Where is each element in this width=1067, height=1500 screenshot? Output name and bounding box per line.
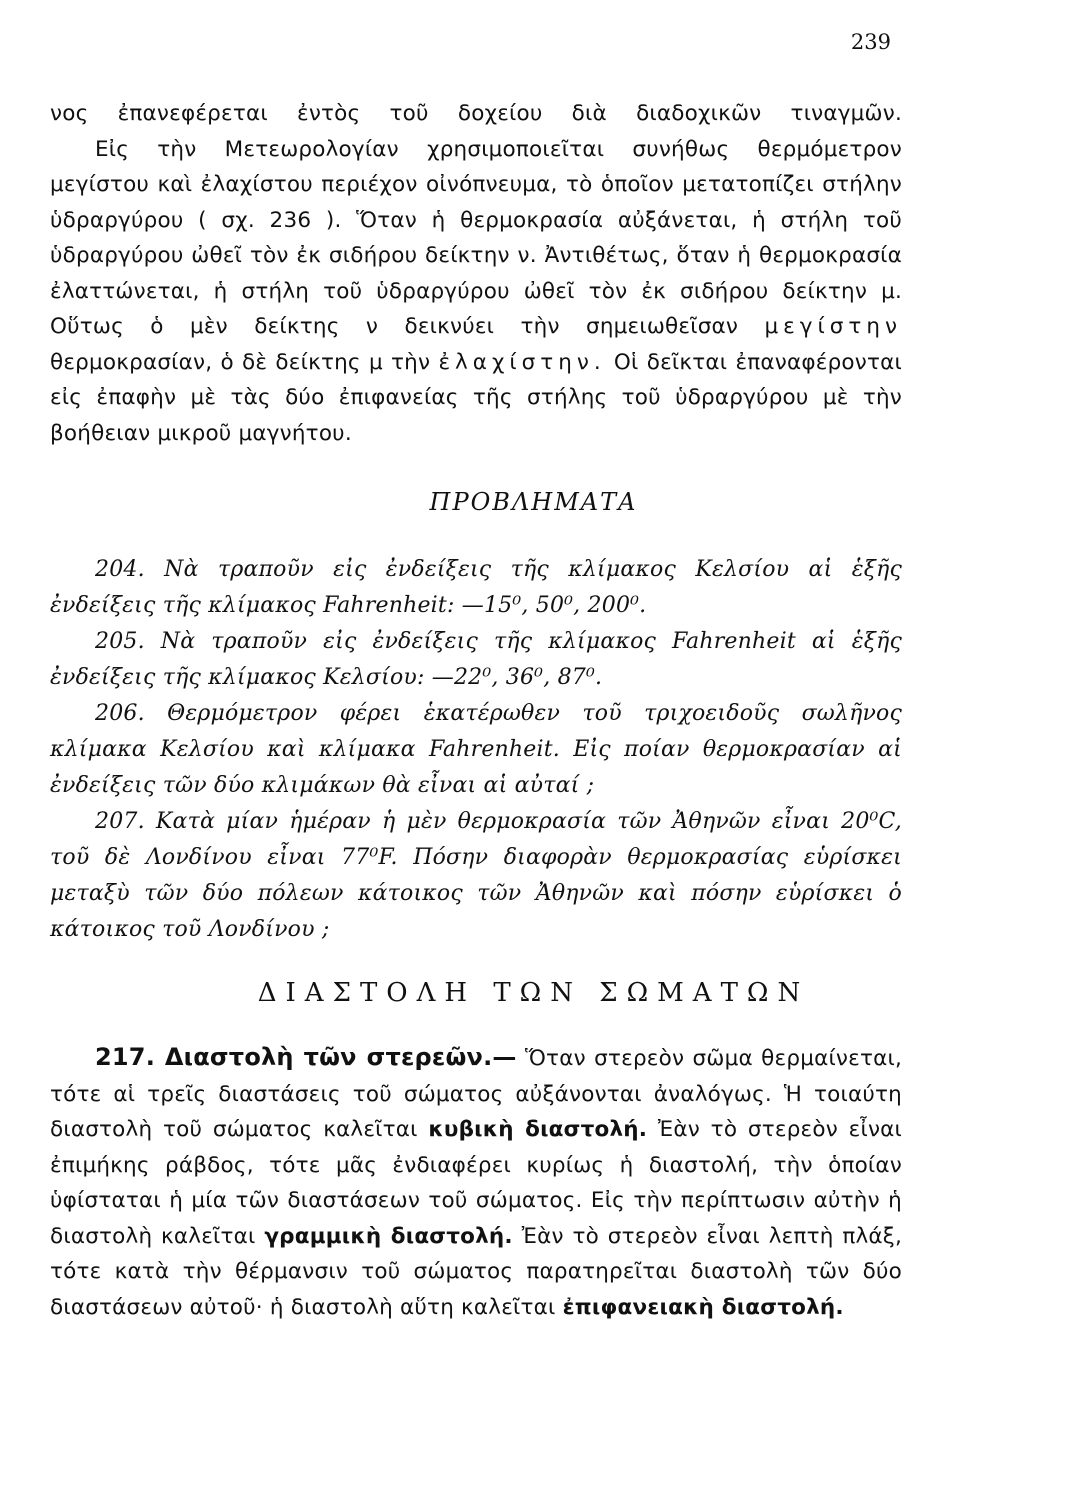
intro-text (50, 96, 902, 451)
section-text-3: Ἐὰν τὸ στερεὸν εἶναι λεπτὴ πλάξ, τότε κατὰ τὴν θέρμανσιν τοῦ σώματος παρατηρεῖται διαστολὴ τῶν δύο διαστάσεων αὐτοῦ· ἡ διαστολὴ αὕτη καλεῖται (50, 1223, 902, 1320)
section-text-1: Ὅταν στερεὸν σῶμα θερμαίνεται, τότε αἱ τρεῖς διαστάσεις τοῦ σώματος αὐξάνονται ἀναλόγως. Ἡ τοιαύτη διαστολὴ τοῦ σώματος καλεῖται (50, 1046, 902, 1142)
problem-206: 206. Θερμόμετρον φέρει ἑκατέρωθεν τοῦ τριχοειδοῦς σωλῆνος κλίμακα Κελσίου καὶ κλίμακα Fahrenheit. Εἰς ποίαν θερμοκρασίαν αἱ ἐνδείξεις τῶν δύο κλιμάκων θὰ εἶναι αἱ αὐταί ; (50, 701, 902, 798)
problem-207: 207. Κατὰ μίαν ἡμέραν ἡ μὲν θερμοκρασία τῶν Ἀθηνῶν εἶναι 20⁰C, τοῦ δὲ Λονδίνου εἶναι 77⁰F. Πόσην διαφορὰν θερμοκρασίας εὑρίσκει μεταξὺ τῶν δύο πόλεων κάτοικος τῶν Ἀθηνῶν καὶ πόσην εὑρίσκει ὁ κάτοικος τοῦ Λονδίνου ; (50, 809, 902, 942)
section-heading: ΔΙΑΣΤΟΛΗ ΤΩΝ ΣΩΜΑΤΩΝ (257, 978, 810, 1008)
problems-heading: ΠΡΟΒΛΗΜΑΤΑ (429, 488, 638, 516)
paragraph-title-217: 217. Διαστολὴ τῶν στερεῶν.— (95, 1043, 517, 1071)
intro-paragraph (50, 132, 902, 452)
problems-list (50, 552, 902, 948)
problem-204: 204. Νὰ τραποῦν εἰς ἐνδείξεις τῆς κλίμακος Κελσίου αἱ ἑξῆς ἐνδείξεις τῆς κλίμακος Fahrenheit: —15⁰, 50⁰, 200⁰. (50, 557, 902, 618)
intro-text-a: Εἰς τὴν Μετεωρολογίαν χρησιμοποιεῖται συνήθως θερμόμετρον μεγίστου καὶ ἐλαχίστου περιέχον οἰνόπνευμα, τὸ ὁποῖον μετατοπίζει στήλην ὑδραργύρου ( σχ. 236 ). Ὅταν ἡ θερμοκρασία αὐξάνεται, ἡ στήλη τοῦ ὑδραργύρου ὠθεῖ τὸν ἐκ σιδήρου δείκτην ν. Ἀντιθέτως, ὅταν ἡ θερμοκρασία ἐλαττώνεται, ἡ στήλη τοῦ ὑδραργύρου ὠθεῖ τὸν ἐκ σιδήρου δείκτην μ. Οὕτως ὁ μὲν δείκτης ν δεικνύει τὴν σημειωθεῖσαν (50, 136, 902, 339)
intro-line-1: νος ἐπανεφέρεται ἐντὸς τοῦ δοχείου διὰ διαδοχικῶν τιναγμῶν. (50, 101, 902, 126)
intro-spaced-minimum: ἐλαχίστην. (438, 349, 606, 375)
problem-205: 205. Νὰ τραποῦν εἰς ἐνδείξεις τῆς κλίμακος Fahrenheit αἱ ἑξῆς ἐνδείξεις τῆς κλίμακος Κελσίου: —22⁰, 36⁰, 87⁰. (50, 629, 902, 690)
intro-spaced-maximum: μεγίστην (764, 314, 902, 339)
intro-text-b: θερμοκρασίαν, ὁ δὲ δείκτης μ τὴν (50, 349, 431, 375)
term-cubic-expansion: κυβικὴ διαστολή. (428, 1117, 648, 1142)
section-paragraph-217 (50, 1040, 902, 1325)
term-surface-expansion: ἐπιφανειακὴ διαστολή. (562, 1294, 844, 1320)
page-number: 239 (850, 30, 891, 54)
section-text (50, 1040, 902, 1325)
intro-text-c: Οἱ δεῖκται ἐπαναφέρονται εἰς ἐπαφὴν μὲ τὰς δύο ἐπιφανείας τῆς στήλης τοῦ ὑδραργύρου μὲ τὴν βοήθειαν μικροῦ μαγνήτου. (50, 349, 902, 446)
term-linear-expansion: γραμμικὴ διαστολή. (264, 1223, 513, 1249)
section-text-2: Ἐὰν τὸ στερεὸν εἶναι ἐπιμήκης ράβδος, τότε μᾶς ἐνδιαφέρει κυρίως ἡ διαστολή, τὴν ὁποίαν ὑφίσταται ἡ μία τῶν διαστάσεων τοῦ σώματος. Εἰς τὴν περίπτωσιν αὐτὴν ἡ διαστολὴ καλεῖται (50, 1117, 903, 1249)
